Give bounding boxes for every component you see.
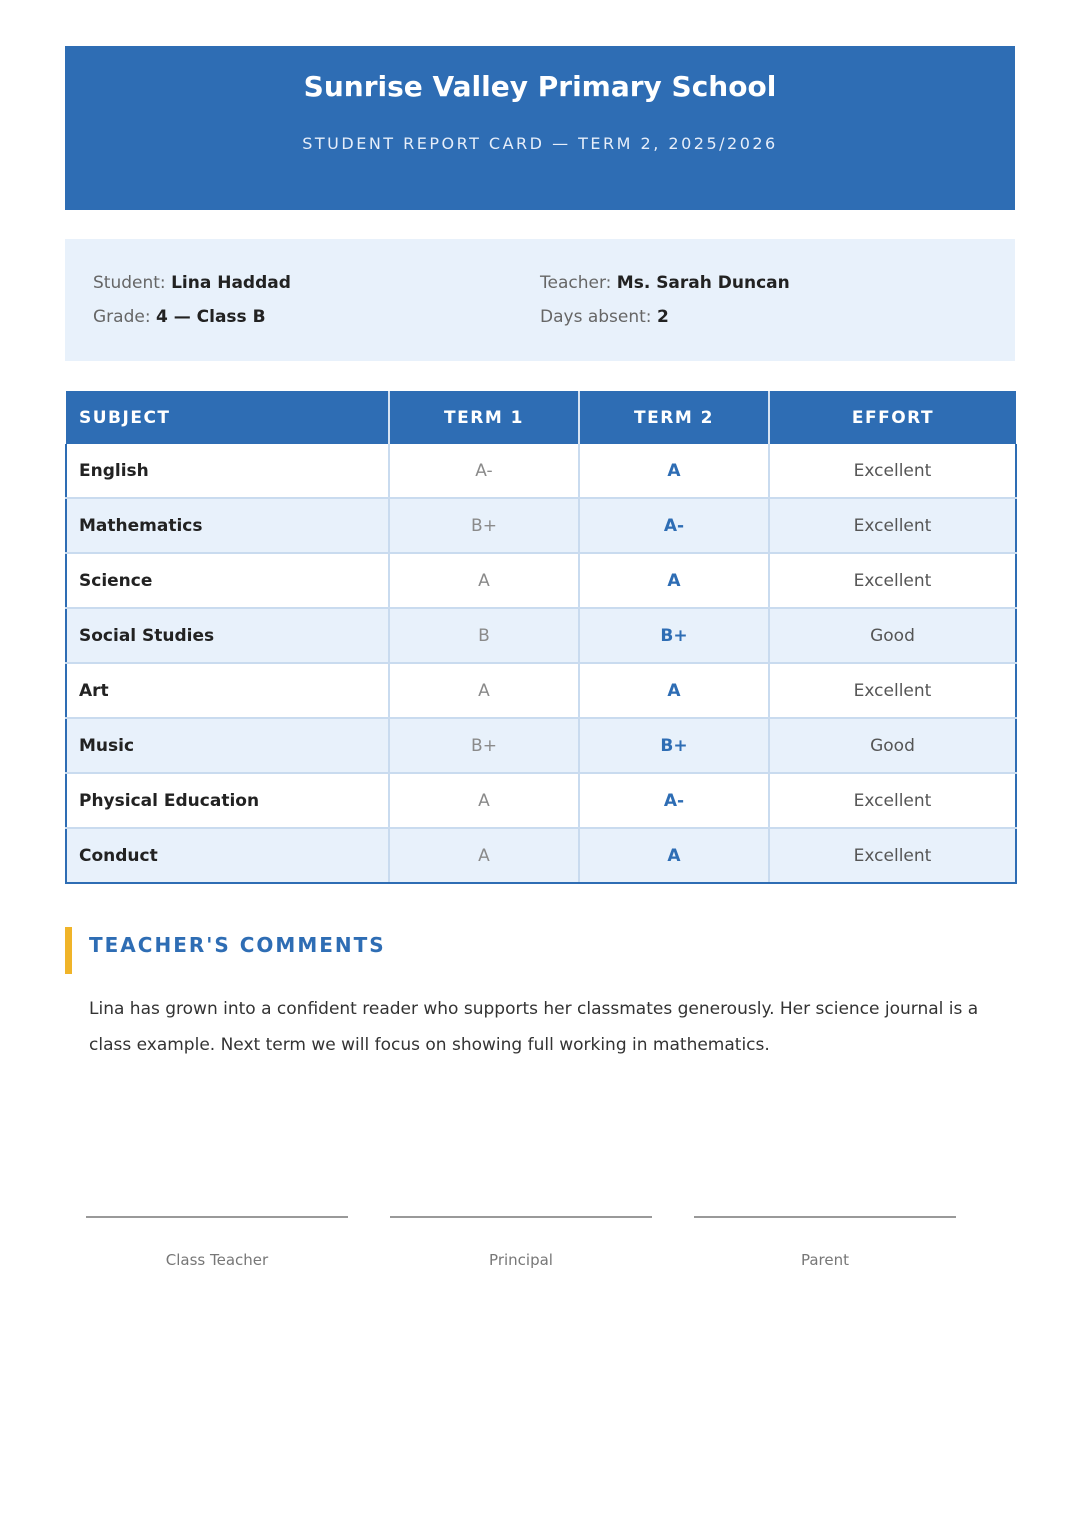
signature-label-class-teacher: Class Teacher bbox=[165, 1251, 269, 1269]
student-name: Lina Haddad bbox=[171, 273, 291, 293]
subject-cell: Art bbox=[66, 663, 389, 718]
header-term2: TERM 2 bbox=[579, 391, 769, 444]
header-subject: SUBJECT bbox=[66, 391, 389, 444]
teacher-label: Teacher: bbox=[540, 273, 612, 293]
table-row bbox=[66, 608, 1016, 663]
subject-cell: English bbox=[66, 444, 389, 498]
term2-cell: A- bbox=[579, 498, 769, 553]
effort-cell: Excellent bbox=[769, 663, 1016, 718]
effort-cell: Good bbox=[769, 608, 1016, 663]
term2-cell: B+ bbox=[579, 718, 769, 773]
absent-label: Days absent: bbox=[540, 307, 652, 327]
effort-cell: Good bbox=[769, 718, 1016, 773]
effort-cell: Excellent bbox=[769, 773, 1016, 828]
table-row bbox=[66, 718, 1016, 773]
grade-info bbox=[93, 307, 266, 327]
report-subtitle: STUDENT REPORT CARD — TERM 2, 2025/2026 bbox=[302, 134, 778, 153]
subject-cell: Physical Education bbox=[66, 773, 389, 828]
effort-cell: Excellent bbox=[769, 444, 1016, 498]
grade-label: Grade: bbox=[93, 307, 151, 327]
subject-cell: Music bbox=[66, 718, 389, 773]
header-effort: EFFORT bbox=[769, 391, 1016, 444]
term2-cell: A bbox=[579, 828, 769, 883]
term1-cell: A bbox=[389, 828, 579, 883]
term1-cell: A- bbox=[389, 444, 579, 498]
effort-cell: Excellent bbox=[769, 498, 1016, 553]
term1-cell: A bbox=[389, 773, 579, 828]
term2-cell: A bbox=[579, 553, 769, 608]
table-row bbox=[66, 444, 1016, 498]
subject-cell: Social Studies bbox=[66, 608, 389, 663]
student-label: Student: bbox=[93, 273, 166, 293]
term1-cell: A bbox=[389, 553, 579, 608]
signature-line-class-teacher bbox=[86, 1216, 348, 1218]
student-info-panel bbox=[65, 239, 1015, 361]
student-info bbox=[93, 273, 291, 293]
table-row bbox=[66, 498, 1016, 553]
signature-label-principal: Principal bbox=[489, 1251, 553, 1269]
table-header-row bbox=[66, 391, 1016, 444]
signature-line-principal bbox=[390, 1216, 652, 1218]
table-row bbox=[66, 663, 1016, 718]
term2-cell: B+ bbox=[579, 608, 769, 663]
subject-cell: Science bbox=[66, 553, 389, 608]
term1-cell: B bbox=[389, 608, 579, 663]
table-row bbox=[66, 553, 1016, 608]
header-term1: TERM 1 bbox=[389, 391, 579, 444]
subject-cell: Mathematics bbox=[66, 498, 389, 553]
comments-heading: TEACHER'S COMMENTS bbox=[89, 933, 386, 957]
teacher-name: Ms. Sarah Duncan bbox=[616, 273, 790, 293]
report-header bbox=[65, 46, 1015, 210]
comments-accent-bar bbox=[65, 927, 72, 974]
table-row bbox=[66, 828, 1016, 883]
school-name: Sunrise Valley Primary School bbox=[303, 70, 777, 103]
subject-cell: Conduct bbox=[66, 828, 389, 883]
effort-cell: Excellent bbox=[769, 553, 1016, 608]
term2-cell: A bbox=[579, 444, 769, 498]
absence-info bbox=[540, 307, 669, 327]
teacher-info bbox=[540, 273, 790, 293]
table-row bbox=[66, 773, 1016, 828]
term2-cell: A- bbox=[579, 773, 769, 828]
signature-line-parent bbox=[694, 1216, 956, 1218]
term1-cell: B+ bbox=[389, 498, 579, 553]
grade-value: 4 — Class B bbox=[155, 307, 266, 327]
term2-cell: A bbox=[579, 663, 769, 718]
signature-label-parent: Parent bbox=[800, 1251, 850, 1269]
absent-value: 2 bbox=[656, 307, 669, 327]
term1-cell: B+ bbox=[389, 718, 579, 773]
effort-cell: Excellent bbox=[769, 828, 1016, 883]
term1-cell: A bbox=[389, 663, 579, 718]
grades-table bbox=[65, 391, 1017, 884]
comments-text: Lina has grown into a confident reader who supports her classmates generously. Her science journal is a class example. Next term we will focus on showing full working in mathematics. bbox=[89, 999, 979, 1055]
